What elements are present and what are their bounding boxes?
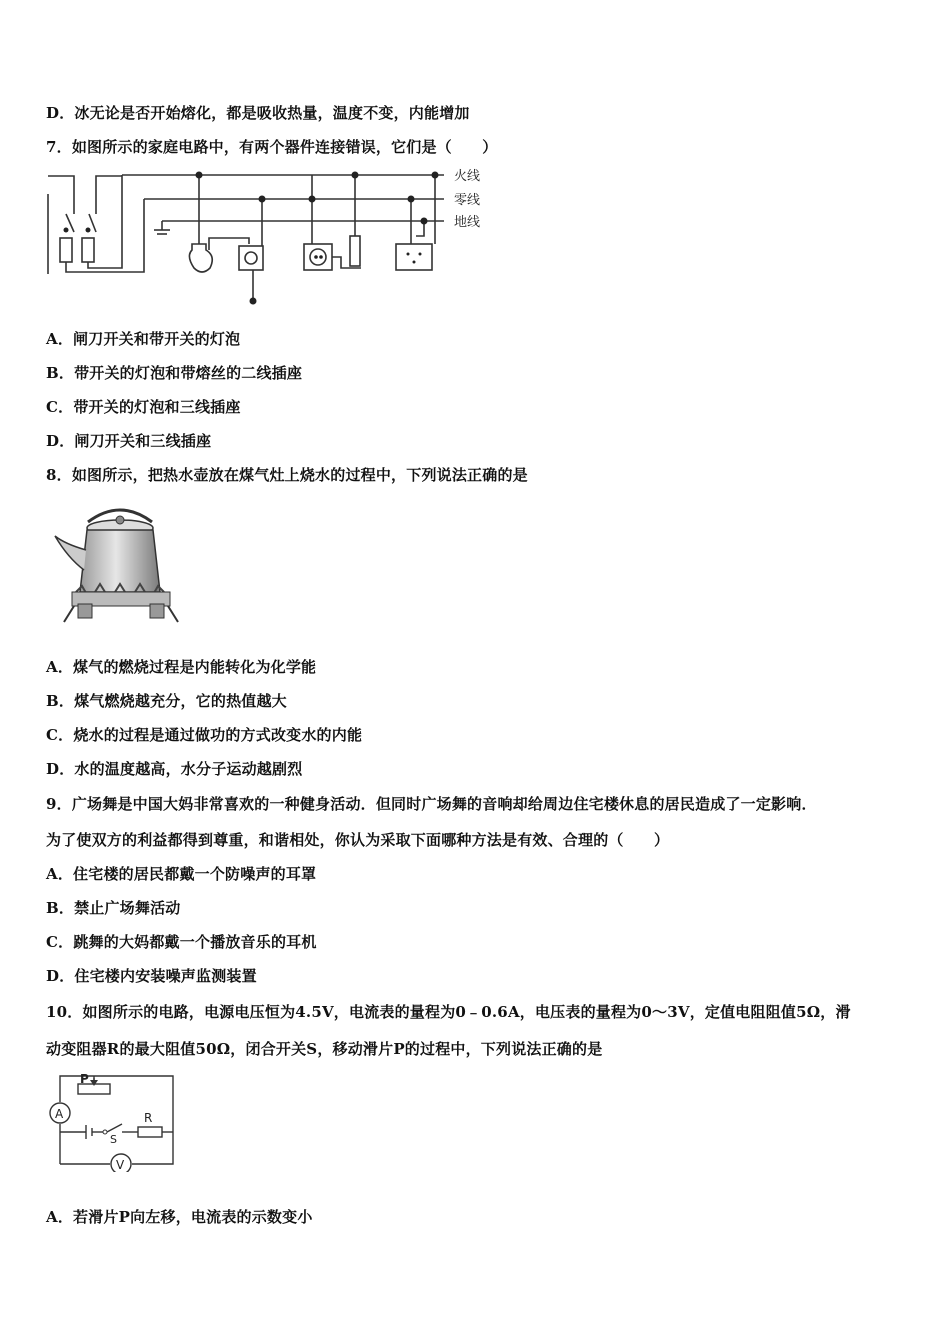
q7-option-c: C．带开关的灯泡和三线插座 [46, 398, 241, 416]
q7-stem: 7．如图所示的家庭电路中，有两个器件连接错误，它们是（ ） [46, 138, 498, 156]
q10-option-a: A．若滑片P向左移，电流表的示数变小 [46, 1208, 313, 1226]
q8-kettle-figure [50, 500, 185, 625]
q9-stem-line1: 9．广场舞是中国大妈非常喜欢的一种健身活动．但同时广场舞的音响却给周边住宅楼休息的居民造成了一定影响． [46, 795, 817, 813]
q10-stem-line1: 10．如图所示的电路，电源电压恒为4.5V，电流表的量程为0﹣0.6A，电压表的量程为0～3V，定值电阻阻值5Ω，滑 [46, 1003, 851, 1021]
resistor-label: R [144, 1111, 153, 1125]
q7-circuit-figure [44, 164, 494, 314]
neutral-wire-label: 零线 [454, 193, 481, 208]
ammeter-label: A [55, 1107, 64, 1121]
q7-option-d: D．闸刀开关和三线插座 [46, 432, 212, 450]
ground-wire-label: 地线 [454, 215, 481, 230]
live-wire-label: 火线 [454, 169, 481, 184]
q8-option-a: A．煤气的燃烧过程是内能转化为化学能 [46, 658, 317, 676]
q6-option-d: D．冰无论是否开始熔化，都是吸收热量，温度不变，内能增加 [46, 104, 470, 122]
q7-option-b: B．带开关的灯泡和带熔丝的二线插座 [46, 364, 303, 382]
q10-stem-line2: 动变阻器R的最大阻值50Ω，闭合开关S，移动滑片P的过程中，下列说法正确的是 [46, 1040, 603, 1058]
q9-option-d: D．住宅楼内安装噪声监测装置 [46, 967, 257, 985]
q8-option-b: B．煤气燃烧越充分，它的热值越大 [46, 692, 287, 710]
q10-circuit-figure [42, 1070, 182, 1172]
q9-stem-line2: 为了使双方的利益都得到尊重，和谐相处，你认为采取下面哪种方法是有效、合理的（ ） [46, 831, 670, 849]
q8-option-d: D．水的温度越高，水分子运动越剧烈 [46, 760, 303, 778]
q7-option-a: A．闸刀开关和带开关的灯泡 [46, 330, 241, 348]
q9-option-c: C．跳舞的大妈都戴一个播放音乐的耳机 [46, 933, 317, 951]
q8-stem: 8．如图所示，把热水壶放在煤气灶上烧水的过程中，下列说法正确的是 [46, 466, 528, 484]
switch-label: S [110, 1133, 117, 1146]
q9-option-b: B．禁止广场舞活动 [46, 899, 181, 917]
q8-option-c: C．烧水的过程是通过做功的方式改变水的内能 [46, 726, 363, 744]
slider-p-label: P [80, 1072, 89, 1086]
voltmeter-label: V [116, 1158, 125, 1172]
q9-option-a: A．住宅楼的居民都戴一个防噪声的耳罩 [46, 865, 317, 883]
